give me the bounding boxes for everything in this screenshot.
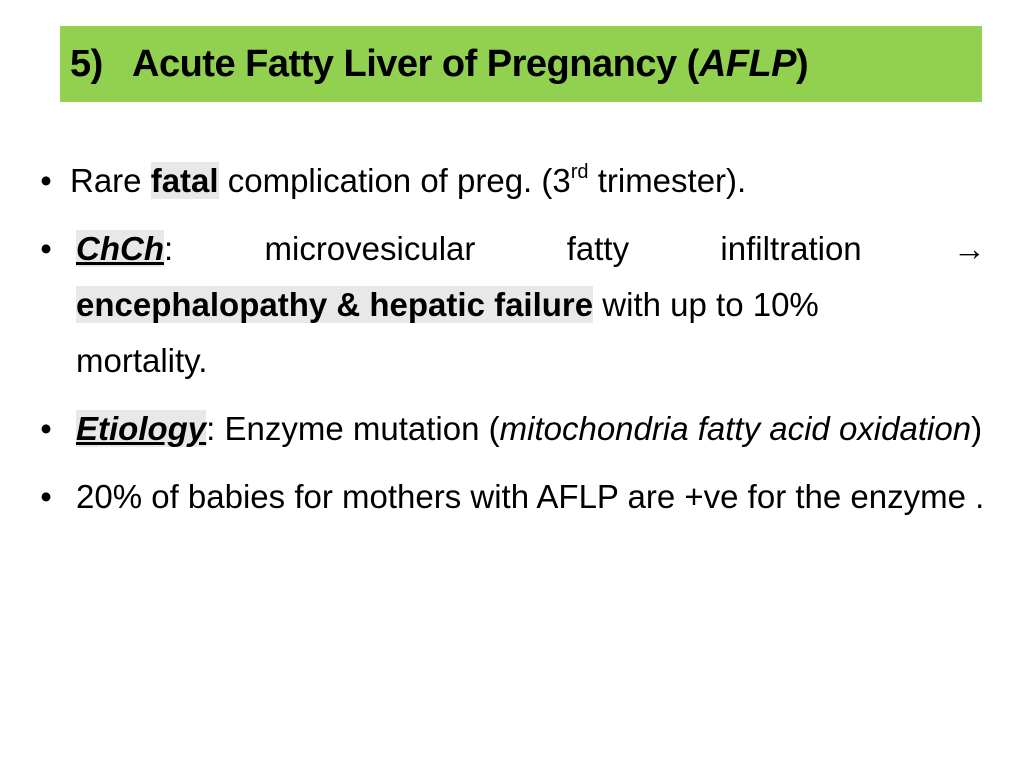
title-text: Acute Fatty Liver of Pregnancy ( [132,43,699,85]
bullet-text: : Enzyme mutation ( [206,410,500,447]
bullet-text: microvesicular [264,230,476,267]
bullet-text: : [163,230,174,267]
highlight-encephalopathy: encephalopathy & hepatic failure [76,286,594,323]
bullet-icon: • [40,410,52,447]
bullet-text: infiltration [720,230,862,267]
italic-mitochondria: mitochondria fatty acid oxidation [499,410,972,447]
title-close-paren: ) [796,43,809,85]
label-etiology: Etiology [76,410,207,447]
chch-third-line: mortality. [76,342,208,379]
bullet-text: ) [971,410,983,447]
title-number: 5) [70,43,103,85]
bullet-icon: • [40,162,52,199]
arrow-icon: → [953,230,986,267]
superscript-rd: rd [570,161,589,183]
chch-first-line [76,221,986,277]
bullet-item-etiology [36,401,986,457]
bullet-icon: • [40,478,52,515]
bullet-text: complication of preg. (3 [218,162,571,199]
bullet-text: 20% of babies for mothers with AFLP are +ve for the enzyme . [76,478,985,515]
slide-title [60,45,808,83]
title-abbreviation: AFLP [698,43,797,85]
slide-title-banner [60,26,982,102]
label-chch: ChCh [76,230,164,267]
highlight-fatal: fatal [150,162,219,199]
bullet-list [36,153,986,537]
bullet-item-chch [36,221,986,389]
bullet-text: Rare [70,162,151,199]
chch-second-line [76,277,986,333]
bullet-text: trimester). [588,162,747,199]
bullet-text: fatty [566,230,630,267]
bullet-text: with up to 10% [593,286,819,323]
bullet-item-babies [36,469,986,525]
bullet-item-rare-fatal [36,153,986,209]
bullet-icon: • [40,230,52,267]
